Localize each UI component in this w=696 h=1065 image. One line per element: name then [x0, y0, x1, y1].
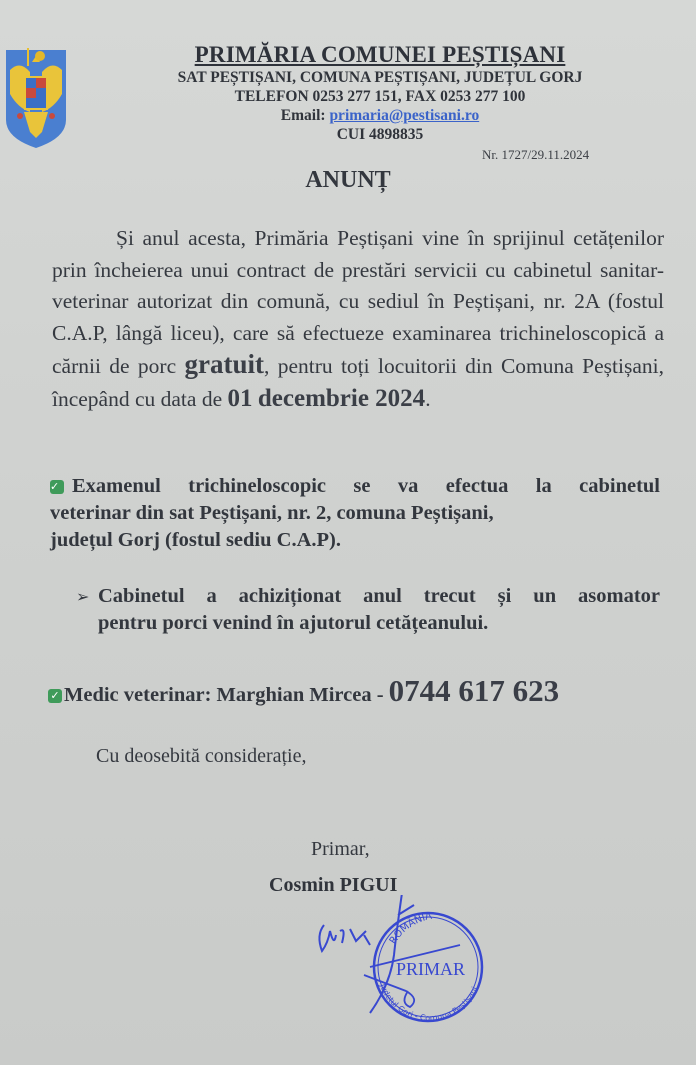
official-stamp-icon — [310, 895, 490, 1025]
emphasis-free: gratuit — [184, 349, 264, 379]
institution-cui: CUI 4898835 — [336, 126, 424, 143]
item-text: veterinar din sat Peștișani, nr. 2, comuna Peștișani, — [50, 502, 494, 524]
paragraph-text-cont: , pentru toți locuitorii din Comuna Peștișani, începând cu data de — [52, 354, 664, 411]
signatory-name: Cosmin PIGUI — [269, 874, 398, 896]
email-link[interactable]: primaria@pestisani.ro — [329, 107, 480, 124]
closing-regards: Cu deosebită considerație, — [96, 745, 307, 767]
email-label: Email: — [280, 107, 330, 124]
signature-role: Primar, — [311, 838, 370, 860]
item-text: Examenul trichineloscopic se va efectua la cabinetul — [72, 475, 660, 497]
vet-contact-label: Medic veterinar: Marghian Mircea - — [64, 684, 389, 706]
stamp-top-text: ROMÂNIA — [387, 910, 433, 947]
vet-phone-number[interactable]: 0744 617 623 — [388, 673, 560, 708]
emphasis-date: decembrie 2024 — [257, 384, 426, 412]
item-text: Cabinetul a achiziționat anul trecut și un asomator — [98, 585, 660, 607]
institution-title: PRIMĂRIA COMUNEI PEȘTIȘANI — [194, 42, 566, 67]
romania-coat-of-arms-icon — [2, 42, 70, 150]
announcement-title: ANUNȚ — [305, 167, 391, 193]
check-box-icon: ✓ — [48, 689, 62, 703]
announcement-paragraph — [52, 223, 664, 415]
item-text: județul Gorj (fostul sediu C.A.P). — [50, 529, 341, 551]
vet-contact — [48, 673, 559, 709]
list-item-exam-location — [50, 473, 660, 554]
svg-text:Județul Gorj - Comuna Peștișan — [378, 982, 480, 1023]
institution-phone-fax: TELEFON 0253 277 151, FAX 0253 277 100 — [234, 88, 526, 105]
arrow-bullet-icon: ➢ — [76, 587, 90, 606]
stamp-center-text: PRIMAR — [396, 959, 466, 979]
registration-number: Nr. 1727/29.11.2024 — [482, 147, 590, 162]
institution-address: SAT PEȘTIȘANI, COMUNA PEȘTIȘANI, JUDEȚUL GORJ — [177, 69, 583, 86]
emphasis-day: 01 — [227, 384, 253, 412]
item-text: pentru porci venind în ajutorul cetățeanului. — [98, 612, 489, 634]
institution-email-line — [120, 107, 640, 125]
paragraph-text: Și anul acesta, Primăria Peștișani vine în sprijinul cetățenilor prin încheierea unui contract de prestări servicii cu cabinetul sanitar-veterinar autorizat din comună, cu sediul în Peștișani, nr. 2A (fostul C.A.P, lângă liceu), care să efectueze examinarea trichineloscopică a cărnii de porc — [52, 226, 664, 378]
stamp-bottom-text: Județul Gorj - Comuna Peștișani — [378, 982, 480, 1023]
list-item-stunner — [76, 583, 660, 637]
paragraph-end: . — [425, 386, 431, 411]
check-box-icon: ✓ — [50, 480, 64, 494]
